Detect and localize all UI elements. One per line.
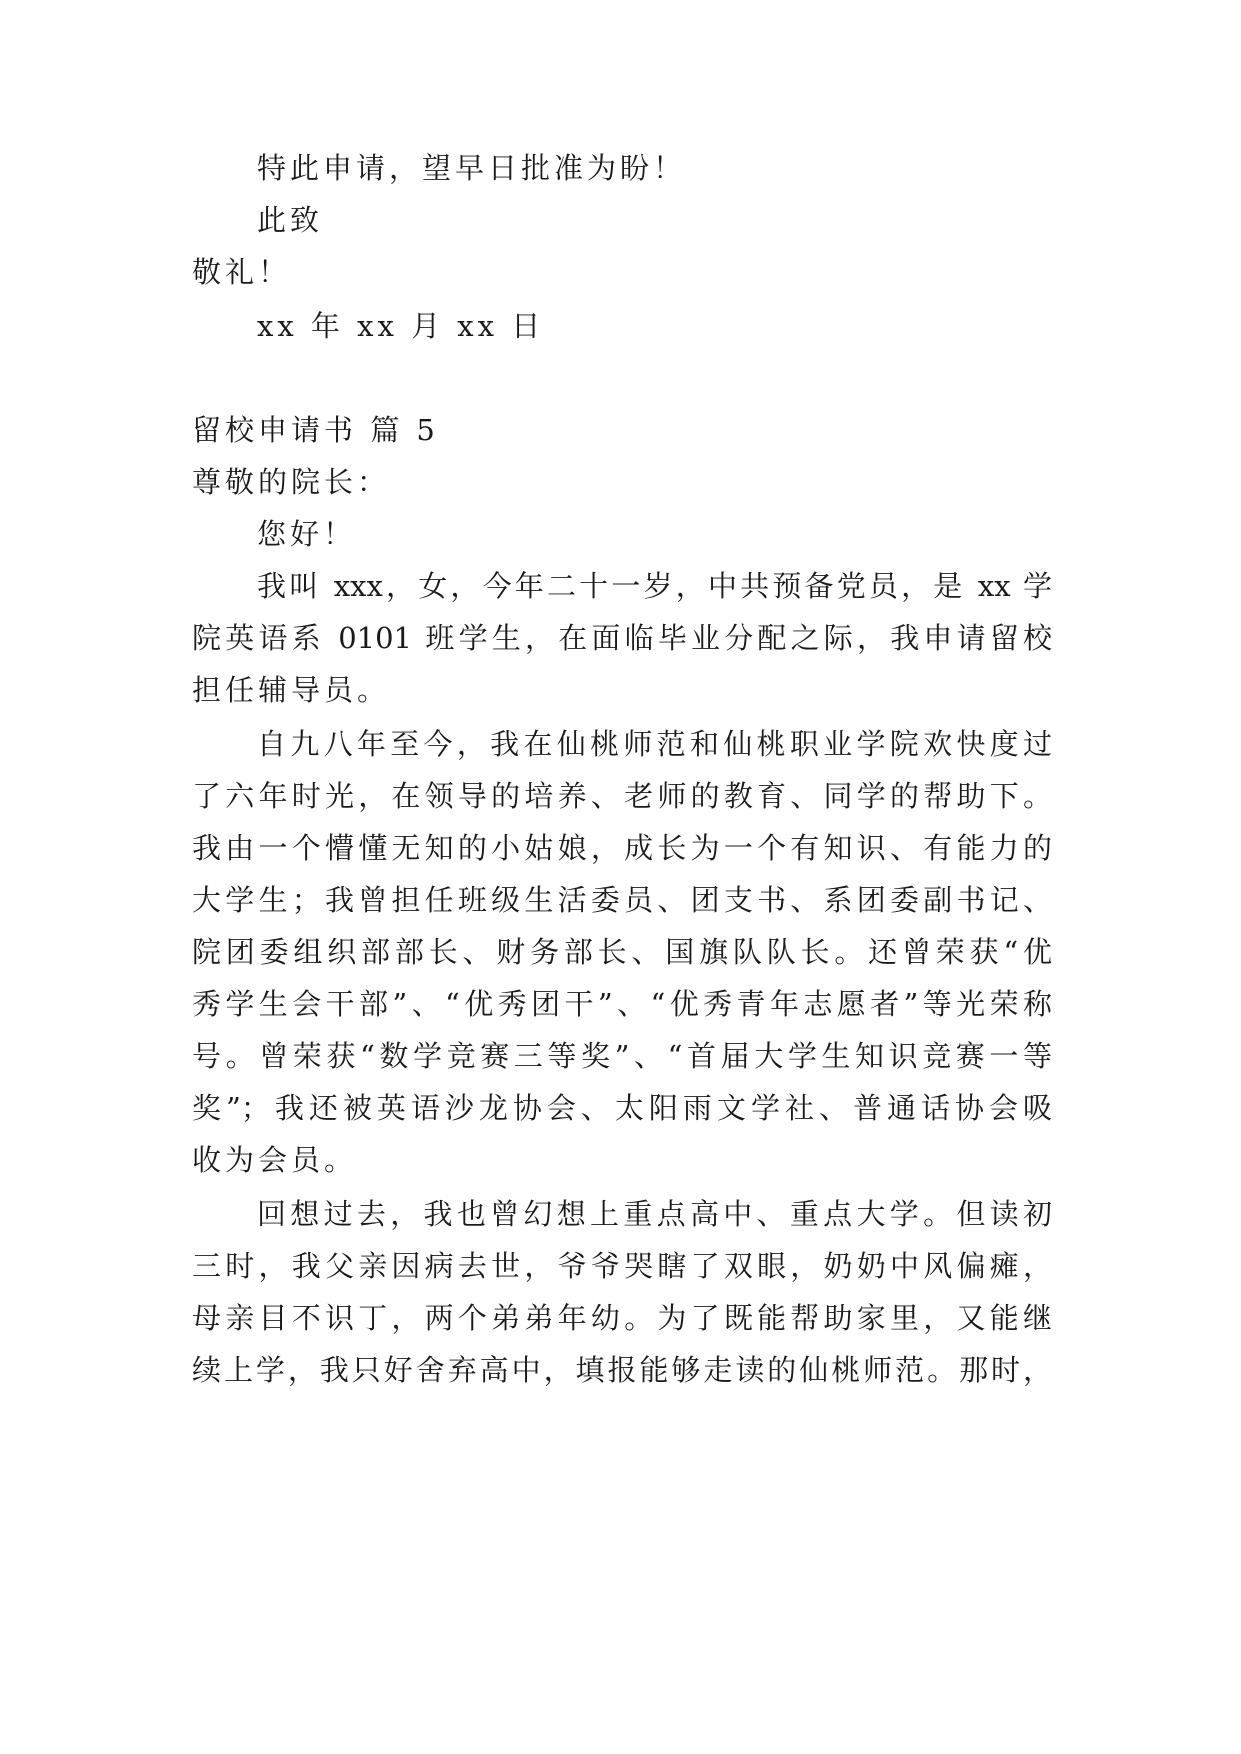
- body-line: 奖”；我还被英语沙龙协会、太阳雨文学社、普通话协会吸: [192, 1091, 1052, 1125]
- body-line: 院团委组织部部长、财务部长、国旗队队长。还曾荣获“优: [192, 935, 1052, 969]
- body-line: 担任辅导员。: [192, 673, 391, 707]
- body-line: 大学生；我曾担任班级生活委员、团支书、系团委副书记、: [192, 883, 1052, 917]
- section-title: 留校申请书 篇 5: [192, 413, 439, 447]
- body-line: 我由一个懵懂无知的小姑娘，成长为一个有知识、有能力的: [192, 831, 1052, 865]
- body-line: 号。曾荣获“数学竞赛三等奖”、“首届大学生知识竞赛一等: [192, 1039, 1052, 1073]
- body-line: 续上学，我只好舍弃高中，填报能够走读的仙桃师范。那时，: [192, 1353, 1052, 1387]
- date-line: xx 年 xx 月 xx 日: [257, 309, 545, 343]
- request-line: 特此申请，望早日批准为盼！: [257, 151, 687, 185]
- body-line: 秀学生会干部”、“优秀团干”、“优秀青年志愿者”等光荣称: [192, 987, 1052, 1021]
- body-line: 回想过去，我也曾幻想上重点高中、重点大学。但读初: [257, 1197, 1052, 1231]
- body-line: 自九八年至今，我在仙桃师范和仙桃职业学院欢快度过: [257, 727, 1052, 761]
- body-line: 母亲目不识丁，两个弟弟年幼。为了既能帮助家里，又能继: [192, 1301, 1052, 1335]
- salutation-jing-li: 敬礼！: [192, 255, 292, 289]
- body-line: 了六年时光，在领导的培养、老师的教育、同学的帮助下。: [192, 779, 1052, 813]
- addressee: 尊敬的院长：: [192, 465, 391, 499]
- greeting: 您好！: [257, 517, 357, 551]
- body-line: 我叫 xxx，女，今年二十一岁，中共预备党员，是 xx 学: [257, 569, 1052, 603]
- salutation-ci-zhi: 此致: [257, 203, 324, 237]
- body-line: 院英语系 0101 班学生，在面临毕业分配之际，我申请留校: [192, 621, 1052, 655]
- body-line: 三时，我父亲因病去世，爷爷哭瞎了双眼，奶奶中风偏瘫，: [192, 1249, 1052, 1283]
- body-line: 收为会员。: [192, 1143, 358, 1177]
